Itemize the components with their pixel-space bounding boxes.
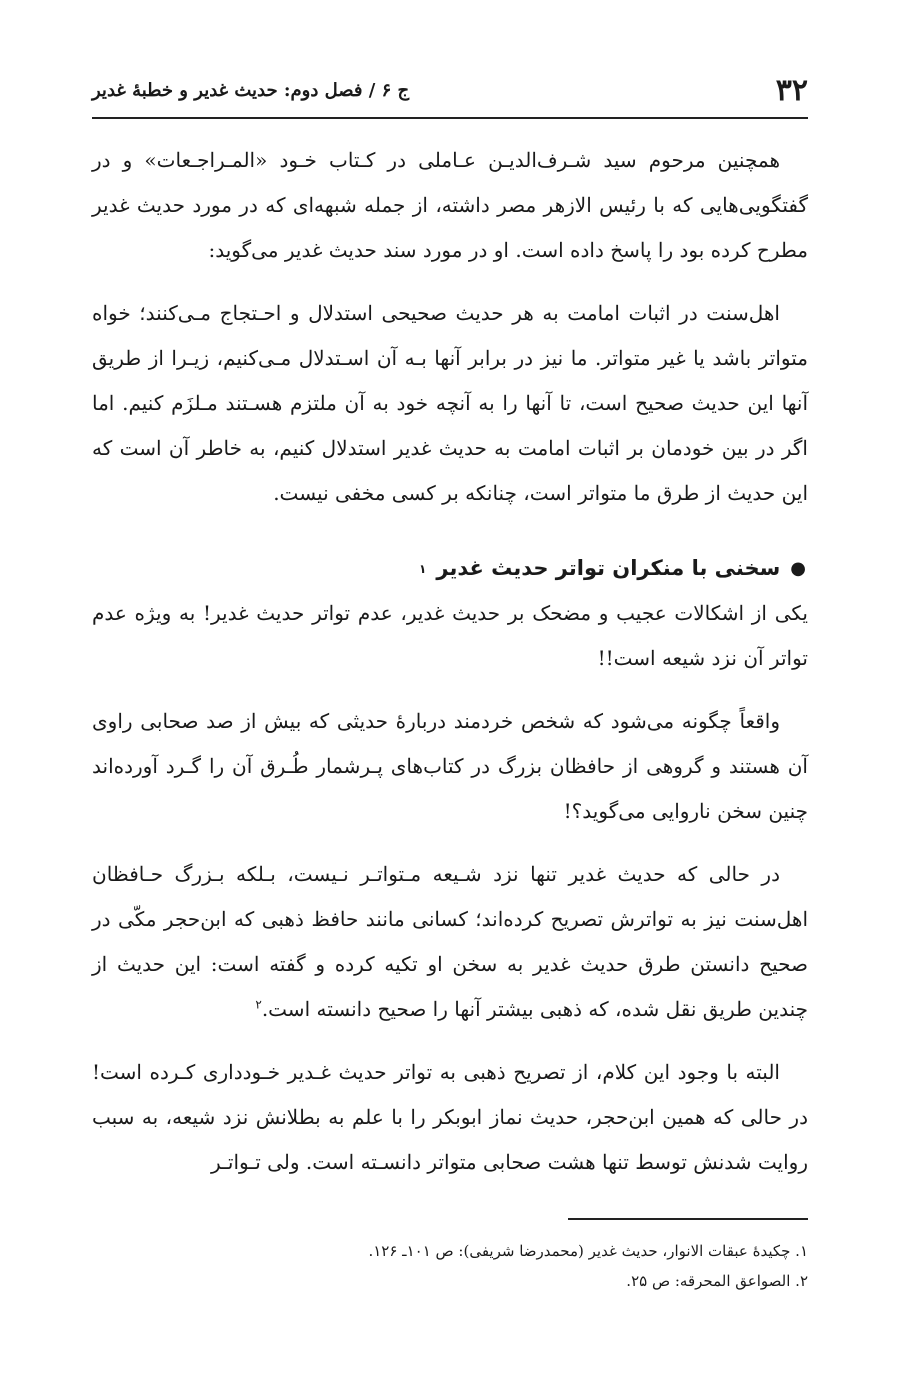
page-header <box>92 72 808 108</box>
footnote-1: ۱. چکیدهٔ عبقات الانوار، حدیث غدیر (محمدرضا شریفی): ص ۱۰۱ـ ۱۲۶. <box>368 1242 808 1260</box>
paragraph-conclusion: البته با وجود این کلام، از تصریح ذهبی به تواتر حدیث غـدیر خـودداری کـرده است! در حالی که همین ابن‌حجر، حدیث نماز ابوبکر را با علم به بطلانش نزد شیعه، به سبب روایت شدنش توسط تنها هشت صحابی متواتر دانسـته است. ولی تـواتـر <box>92 1060 808 1174</box>
body-text <box>92 138 808 1203</box>
page-number: ۳۲ <box>775 72 808 108</box>
footnote-2: ۲. الصواعق المحرقه: ص ۲۵. <box>626 1272 808 1290</box>
section-heading: ● سخنی با منکران تواتر حدیث غدیر ۱ <box>92 546 808 591</box>
bullet-icon: ● <box>790 558 806 579</box>
section-heading-text: سخنی با منکران تواتر حدیث غدیر <box>436 556 781 580</box>
footnote-marker-2: ۲ <box>255 997 262 1012</box>
paragraph-intro: همچنین مرحوم سید شـرف‌الدیـن عـاملی در کـتاب خـود «المـراجـعات» و در گفتگویی‌هایی که با رئیس الازهر مصر داشته، از جمله شبهه‌ای که در مورد حدیث غدیر مطرح کرده بود را پاسخ داده است. او در مورد سند حدیث غدیر می‌گوید: <box>92 148 808 262</box>
paragraph-question: واقعاً چگونه می‌شود که شخص خردمند دربارهٔ حدیثی که بیش از صد صحابی راوی آن هستند و گروهی از حافظان بزرگ در کتاب‌های پـرشمار طُـرق آن را گـرد آورده‌اند چنین سخن ناروایی می‌گوید؟! <box>92 709 808 823</box>
paragraph-objection: یکی از اشکالات عجیب و مضحک بر حدیث غدیر، عدم تواتر حدیث غدیر! به ویژه عدم تواتر آن نزد شیعه است!! <box>92 601 808 670</box>
paragraph-dhahabi-text: در حالی که حدیث غدیر تنها نزد شـیعه مـتواتـر نـیست، بـلکه بـزرگ حـافظان اهل‌سنت نیز به تواترش تصریح کرده‌اند؛ کسانی مانند حافظ ذهبی که ابن‌حجر مکّی در صحیح دانستن طرق حدیث غدیر به سخن او تکیه کرده و گفته است: این حدیث از چندین طریق نقل شده، که ذهبی بیشتر آنها را صحیح دانسته است. <box>92 862 809 1021</box>
paragraph-dhahabi <box>92 852 808 1032</box>
paragraph-quote: اهل‌سنت در اثبات امامت به هر حدیث صحیحی استدلال و احـتجاج مـی‌کنند؛ خواه متواتر باشد یا غیر متواتر. ما نیز در برابر آنها بـه آن اسـتدلال مـی‌کنیم، زیـرا از طریق آنها این حدیث صحیح است، تا آنها را به آنچه خود به آن ملتزم هسـتند مـلزَم کنیم. اما اگر در بین خودمان بر اثبات امامت به حدیث غدیر استدلال کنیم، به خاطر آن است که این حدیث از طرق ما متواتر است، چنانکه بر کسی مخفی نیست. <box>92 301 808 505</box>
running-title: ج ۶ / فصل دوم: حدیث غدیر و خطبهٔ غدیر <box>92 79 410 101</box>
header-divider <box>92 117 808 119</box>
footnotes <box>92 1236 808 1296</box>
footnote-divider <box>568 1218 808 1220</box>
